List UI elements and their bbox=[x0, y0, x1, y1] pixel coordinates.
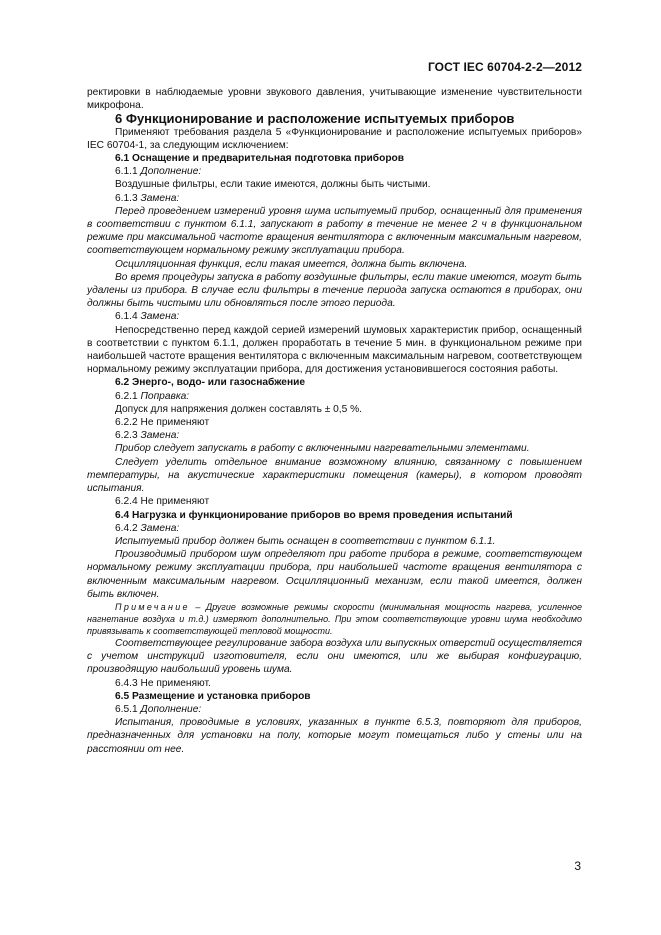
paragraph: Прибор следует запускать в работу с включенными нагревательными элементами. bbox=[115, 443, 530, 455]
paragraph: Испытания, проводимые в условиях, указанных в пункте 6.5.3, повторяют для приборов, предназначенных для установки на полу, которые могут помещаться либо у стены или на расстоянии от нее. bbox=[87, 717, 582, 755]
paragraph: Непосредственно перед каждой серией измерений шумовых характеристик прибор, оснащенный в соответствии с пунктом 6.1.1, должен проработать в течение 5 мин. в функциональном режиме при наибольшей частоте вращения вентилятора с включенным максимальным нагревом, соответствующем нормальному режиму эксплуатации прибора, для достижения установившегося состояния работы. bbox=[87, 324, 582, 376]
clause-label: Замена: bbox=[140, 522, 180, 534]
standard-header: ГОСТ IEC 60704-2-2—2012 bbox=[427, 60, 582, 74]
paragraph: Производимый прибором шум определяют при работе прибора в режиме, соответствующем нормальному режиму эксплуатации прибора, при наибольшей частоте вращения вентилятора с включенным максимальным нагревом. Осцилляционный механизм, если такой имеется, должен быть включен. bbox=[87, 549, 582, 600]
clause-6-2-3 bbox=[87, 429, 582, 442]
subsection-6-5-title: 6.5 Размещение и установка приборов bbox=[115, 690, 311, 702]
subsection-6-4-title: 6.4 Нагрузка и функционирование приборов во время проведения испытаний bbox=[115, 509, 513, 521]
clause-label: Дополнение: bbox=[140, 703, 202, 715]
paragraph: Во время процедуры запуска в работу воздушные фильтры, если такие имеются, могут быть удалены из прибора. В случае если фильтры в течение периода запуска остаются в приборах, они должны быть чистыми или обновляться после этого периода. bbox=[87, 271, 582, 310]
page-content bbox=[87, 86, 582, 756]
clause-label: Замена: bbox=[140, 311, 180, 323]
clause-text: Не применяют. bbox=[140, 677, 211, 689]
section-6-title: 6 Функционирование и расположение испытуемых приборов bbox=[115, 111, 515, 127]
clause-number: 6.2.4 bbox=[115, 496, 138, 508]
clause-text: Не применяют bbox=[140, 496, 210, 508]
clause-number: 6.2.1 bbox=[115, 390, 138, 402]
note-text: – Другие возможные режимы скорости (минимальная мощность нагрева, усиленное нагнетание воздуха и т.д.) измеряют дополнительно. При этом соответствующие уровни шума необходимо привязывать к соответствующей тепловой мощности. bbox=[87, 601, 582, 636]
clause-label: Поправка: bbox=[140, 390, 190, 402]
clause-number: 6.1.3 bbox=[115, 192, 138, 204]
clause-6-2-1 bbox=[87, 390, 582, 403]
clause-label: Дополнение: bbox=[140, 166, 202, 178]
clause-6-1-3 bbox=[87, 192, 582, 205]
clause-6-4-3 bbox=[87, 677, 582, 690]
clause-number: 6.1.4 bbox=[115, 311, 138, 323]
clause-number: 6.2.2 bbox=[115, 417, 138, 429]
clause-6-5-1 bbox=[87, 703, 582, 716]
paragraph: Испытуемый прибор должен быть оснащен в соответствии с пунктом 6.1.1. bbox=[115, 535, 496, 547]
clause-6-2-4 bbox=[87, 495, 582, 508]
section-6-intro: Применяют требования раздела 5 «Функционирование и расположение испытуемых приборов» IEC 60704-1, за следующим исключением: bbox=[87, 126, 582, 151]
paragraph: Следует уделить отдельное внимание возможному влиянию, связанному с повышением температуры, на акустические характеристики помещения (камеры), в котором проводят испытания. bbox=[87, 456, 582, 495]
paragraph: Перед проведением измерений уровня шума испытуемый прибор, оснащенный для применения в соответствии с пунктом 6.1.1, запускают в работу в течение не менее 2 ч в функциональном режиме при максимальной частоте вращения вентилятора с включенным максимальным нагревом, соответствующем нормальному режиму эксплуатации прибора. bbox=[87, 205, 582, 257]
clause-number: 6.4.2 bbox=[115, 522, 138, 534]
paragraph: Воздушные фильтры, если такие имеются, должны быть чистыми. bbox=[115, 179, 431, 191]
clause-label: Замена: bbox=[140, 192, 180, 204]
clause-number: 6.2.3 bbox=[115, 430, 138, 442]
clause-number: 6.1.1 bbox=[115, 166, 138, 178]
clause-6-1-1 bbox=[87, 165, 582, 178]
paragraph: Соответствующее регулирование забора воздуха или выпускных отверстий осуществляется с учетом инструкций изготовителя, если они имеются, или же выбирая конфигурацию, производящую наибольший уровень шума. bbox=[87, 637, 582, 676]
clause-6-2-2 bbox=[87, 416, 582, 429]
page-number: 3 bbox=[574, 859, 581, 873]
subsection-6-2-title: 6.2 Энерго-, водо- или газоснабжение bbox=[115, 377, 306, 389]
note-label: Примечание bbox=[115, 601, 190, 612]
note bbox=[87, 601, 582, 637]
intro-continuation: ректировки в наблюдаемые уровни звукового давления, учитывающие изменение чувствительности микрофона. bbox=[87, 87, 582, 112]
paragraph: Допуск для напряжения должен составлять ± 0,5 %. bbox=[115, 403, 363, 415]
clause-number: 6.4.3 bbox=[115, 677, 138, 689]
clause-6-1-4 bbox=[87, 310, 582, 323]
clause-text: Не применяют bbox=[140, 417, 210, 429]
clause-number: 6.5.1 bbox=[115, 703, 138, 715]
subsection-6-1-title: 6.1 Оснащение и предварительная подготовка приборов bbox=[115, 153, 405, 165]
clause-6-4-2 bbox=[87, 522, 582, 535]
paragraph: Осцилляционная функция, если такая имеется, должна быть включена. bbox=[115, 258, 468, 270]
clause-label: Замена: bbox=[140, 430, 180, 442]
